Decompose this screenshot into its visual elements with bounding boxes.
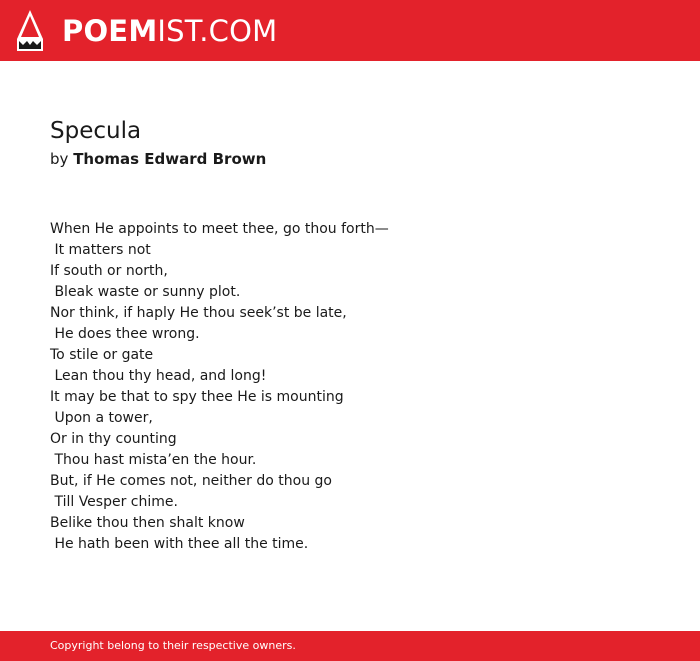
poem-line: Upon a tower, — [50, 410, 153, 426]
poem-line: To stile or gate — [50, 347, 154, 363]
poem-author: Thomas Edward Brown — [73, 150, 267, 168]
copyright-notice: Copyright belong to their respective owners. — [50, 639, 296, 652]
pencil-logo-icon[interactable] — [17, 10, 43, 51]
brand-light-text: IST.COM — [157, 14, 278, 48]
poem-line: Till Vesper chime. — [50, 494, 178, 510]
poem-line: It may be that to spy thee He is mounting — [50, 389, 344, 405]
poem-title: Specula — [50, 118, 142, 144]
poem-line: But, if He comes not, neither do thou go — [50, 473, 332, 489]
poem-line: He does thee wrong. — [50, 326, 200, 342]
poem-line: Thou hast mista’en the hour. — [50, 452, 257, 468]
poem-line: Belike thou then shalt know — [50, 515, 245, 531]
site-logo-text[interactable] — [62, 14, 277, 48]
poem-line: It matters not — [50, 242, 151, 258]
poem-byline — [50, 149, 266, 169]
poem-line: When He appoints to meet thee, go thou forth— — [50, 221, 389, 237]
poem-line: If south or north, — [50, 263, 168, 279]
poem-line: Bleak waste or sunny plot. — [50, 284, 241, 300]
poem-line: He hath been with thee all the time. — [50, 536, 309, 552]
by-label: by — [50, 150, 69, 168]
poem-line: Lean thou thy head, and long! — [50, 368, 267, 384]
brand-bold-text: POEM — [62, 14, 158, 48]
site-header — [0, 0, 700, 61]
poem-line: Nor think, if haply He thou seek’st be late, — [50, 305, 347, 321]
poem-line: Or in thy counting — [50, 431, 177, 447]
poem-body — [50, 219, 389, 555]
site-footer — [0, 631, 700, 661]
